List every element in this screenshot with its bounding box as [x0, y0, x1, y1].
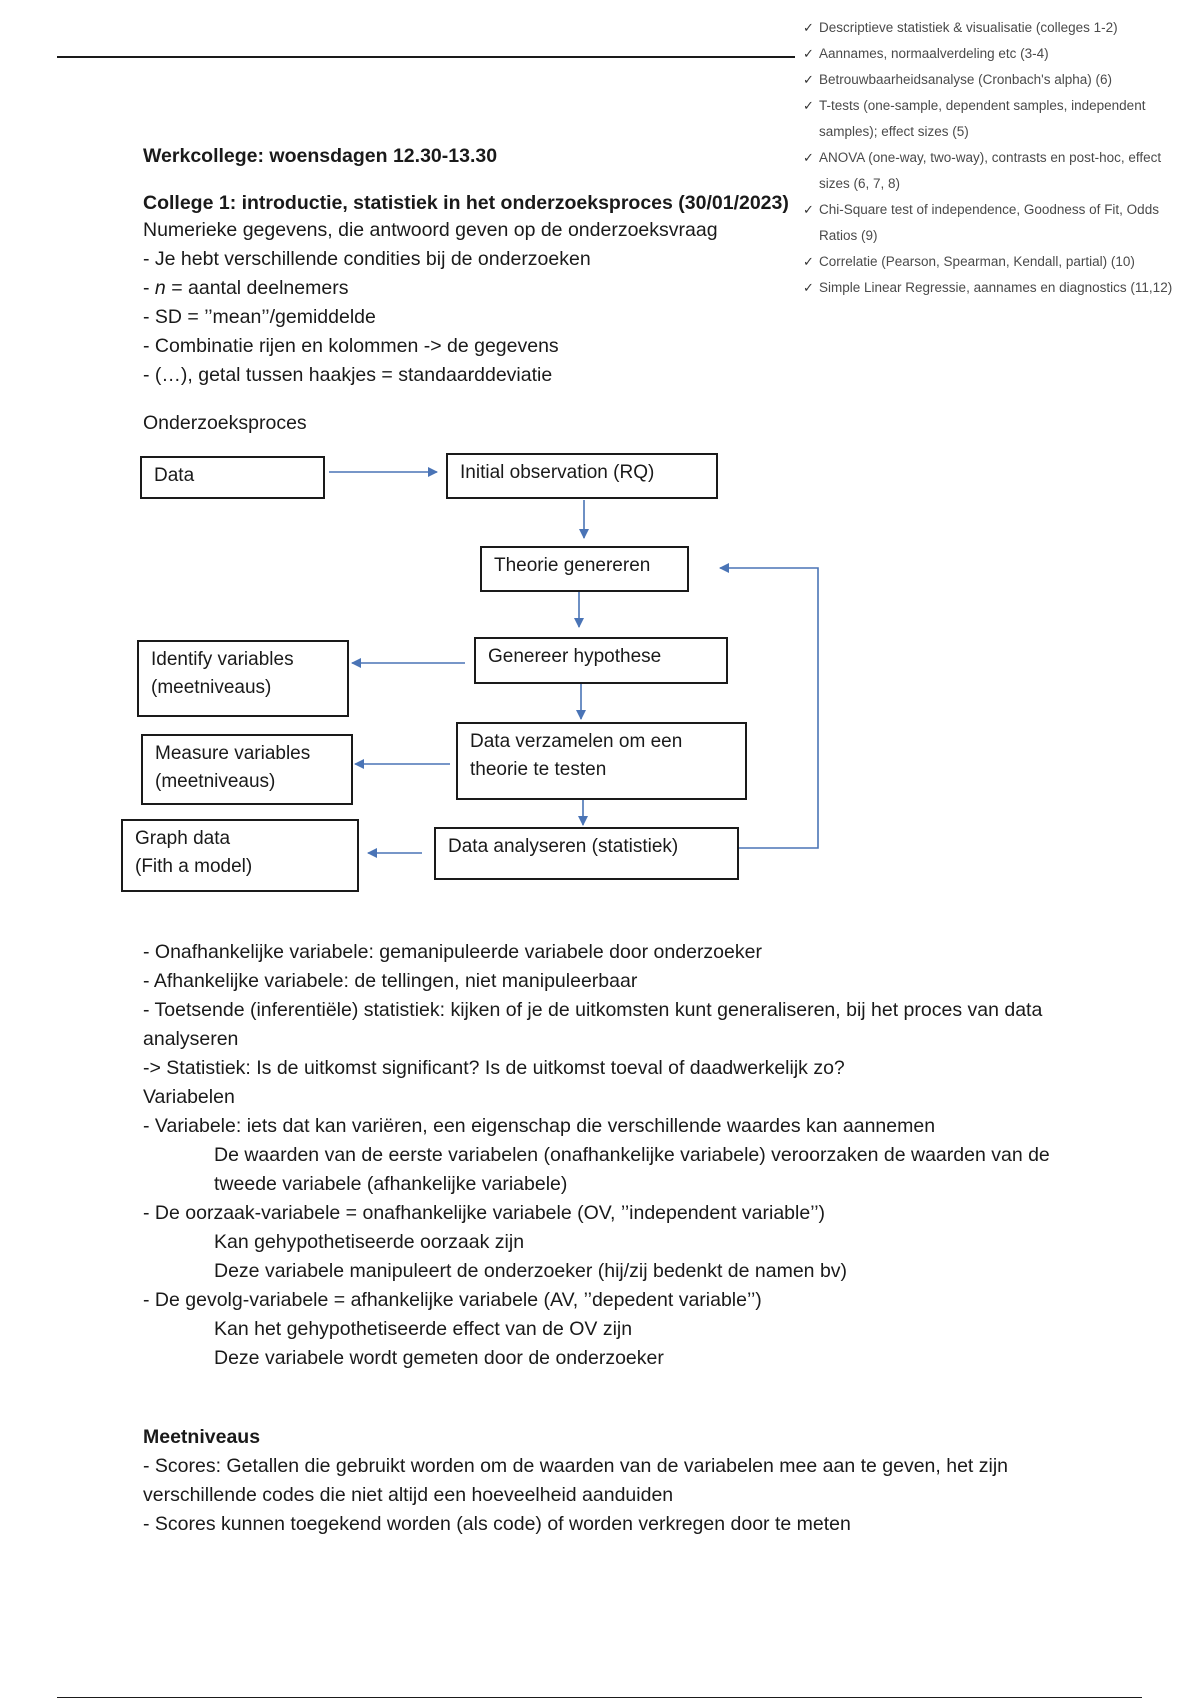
- bullet-conditions: - Je hebt verschillende condities bij de onderzoeken: [143, 248, 591, 270]
- meetniveaus-block: [143, 1452, 1063, 1539]
- paragraph: - De gevolg-variabele = afhankelijke variabele (AV, ’’depedent variable’’): [143, 1289, 762, 1311]
- topic-item: ✓ Betrouwbaarheidsanalyse (Cronbach's alpha) (6): [803, 67, 1195, 93]
- box-identify-variables: Identify variables (meetniveaus): [137, 640, 349, 717]
- arrow-feedback-loop: [720, 568, 818, 848]
- topic-item: ✓ Chi-Square test of independence, Goodness of Fit, Odds Ratios (9): [803, 197, 1195, 249]
- footer-rule: [57, 1697, 1142, 1698]
- indented-paragraph: Kan gehypothetiseerde oorzaak zijn: [214, 1231, 525, 1253]
- box-genereer-hypothese: Genereer hypothese: [474, 637, 728, 684]
- check-icon: ✓: [803, 280, 814, 295]
- meetniveaus-heading: Meetniveaus: [143, 1426, 261, 1448]
- bullet-n: - n = aantal deelnemers: [143, 277, 349, 299]
- bullet-parentheses: - (…), getal tussen haakjes = standaarddeviatie: [143, 364, 553, 386]
- check-icon: ✓: [803, 72, 814, 87]
- indented-paragraph: Deze variabele manipuleert de onderzoeker (hij/zij bedenkt de namen bv): [214, 1260, 848, 1282]
- topic-item: ✓ Correlatie (Pearson, Spearman, Kendall, partial) (10): [803, 249, 1195, 275]
- paragraph: - Scores kunnen toegekend worden (als code) of worden verkregen door te meten: [143, 1513, 851, 1535]
- paragraph: - Afhankelijke variabele: de tellingen, niet manipuleerbaar: [143, 970, 638, 992]
- box-initial-observation: Initial observation (RQ): [446, 453, 718, 499]
- onderzoeksproces-title: Onderzoeksproces: [143, 412, 307, 434]
- indented-paragraph: Kan het gehypothetiseerde effect van de OV zijn: [214, 1318, 633, 1340]
- check-icon: ✓: [803, 202, 814, 217]
- box-data: Data: [140, 456, 325, 499]
- paragraph: - Toetsende (inferentiële) statistiek: kijken of je de uitkomsten kunt generaliseren, bij het proces van data analyseren: [143, 999, 1043, 1050]
- box-theorie-genereren: Theorie genereren: [480, 546, 689, 592]
- topic-item: ✓ Simple Linear Regressie, aannames en diagnostics (11,12): [803, 275, 1195, 301]
- check-icon: ✓: [803, 46, 814, 61]
- check-icon: ✓: [803, 20, 814, 35]
- paragraph: - Scores: Getallen die gebruikt worden om de waarden van de variabelen mee aan te geven, het zijn verschillende codes die niet altijd een hoeveelheid aanduiden: [143, 1455, 1009, 1506]
- topic-item: ✓ Descriptieve statistiek & visualisatie (colleges 1-2): [803, 15, 1195, 41]
- bullet-rows-cols: - Combinatie rijen en kolommen -> de gegevens: [143, 335, 559, 357]
- paragraph: - Onafhankelijke variabele: gemanipuleerde variabele door onderzoeker: [143, 941, 762, 963]
- check-icon: ✓: [803, 254, 814, 269]
- indented-paragraph: Deze variabele wordt gemeten door de onderzoeker: [214, 1347, 664, 1369]
- topic-item: ✓ Aannames, normaalverdeling etc (3-4): [803, 41, 1195, 67]
- paragraph: Variabelen: [143, 1086, 235, 1108]
- college-heading: College 1: introductie, statistiek in het onderzoeksproces (30/01/2023): [143, 192, 789, 214]
- box-data-verzamelen: Data verzamelen om een theorie te testen: [456, 722, 747, 800]
- indented-paragraph: De waarden van de eerste variabelen (onafhankelijke variabele) veroorzaken de waarden van de tweede variabele (afhankelijke variabele): [214, 1144, 1050, 1195]
- paragraph: -> Statistiek: Is de uitkomst significant? Is de uitkomst toeval of daadwerkelijk zo?: [143, 1057, 845, 1079]
- paragraph: - De oorzaak-variabele = onafhankelijke variabele (OV, ’’independent variable’’): [143, 1202, 826, 1224]
- intro-text: Numerieke gegevens, die antwoord geven op de onderzoeksvraag: [143, 219, 718, 241]
- box-data-analyseren: Data analyseren (statistiek): [434, 827, 739, 880]
- header-rule: [57, 56, 795, 58]
- variabelen-block: [143, 938, 1063, 1373]
- college-intro-block: [143, 216, 1123, 390]
- topic-item: ✓ ANOVA (one-way, two-way), contrasts en post-hoc, effect sizes (6, 7, 8): [803, 145, 1195, 197]
- bullet-sd: - SD = ’’mean’’/gemiddelde: [143, 306, 376, 328]
- check-icon: ✓: [803, 150, 814, 165]
- check-icon: ✓: [803, 98, 814, 113]
- topic-item: ✓ T-tests (one-sample, dependent samples, independent samples); effect sizes (5): [803, 93, 1195, 145]
- box-graph-data: Graph data (Fith a model): [121, 819, 359, 892]
- box-measure-variables: Measure variables (meetniveaus): [141, 734, 353, 805]
- werkcollege-heading: Werkcollege: woensdagen 12.30-13.30: [143, 145, 498, 167]
- paragraph: - Variabele: iets dat kan variëren, een eigenschap die verschillende waardes kan aannemen: [143, 1115, 936, 1137]
